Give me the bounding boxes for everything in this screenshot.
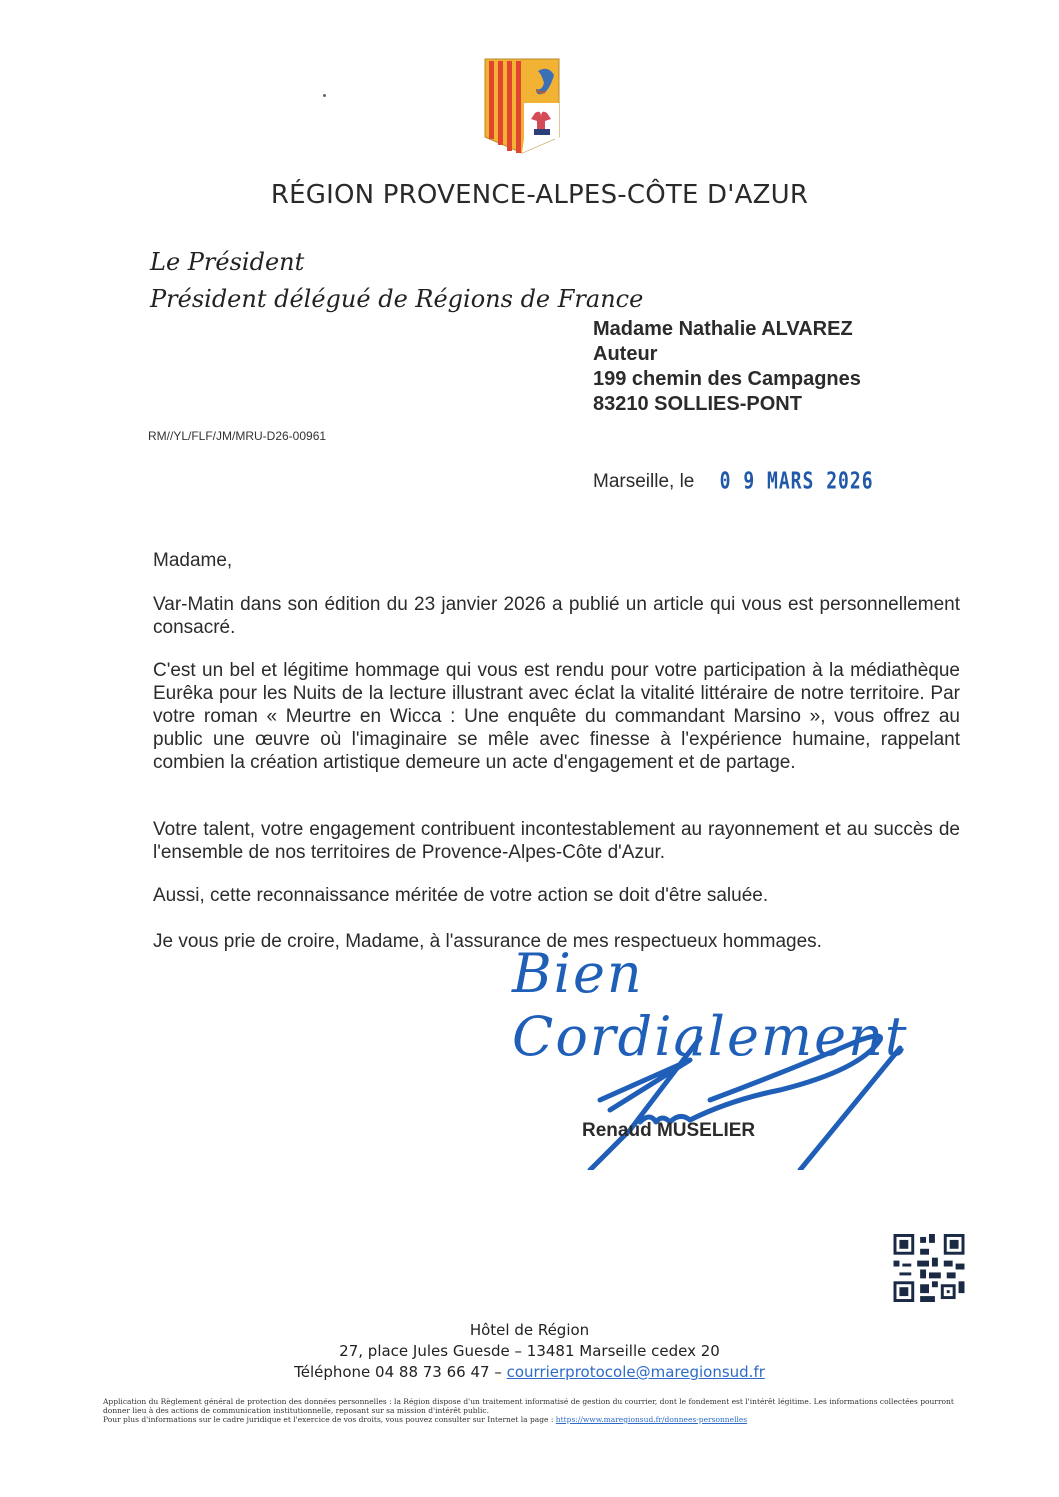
gdpr-notice-text: Application du Règlement général de protection des données personnelles : la Région dispose d'un traitement informatisé de gestion du courrier, dont le fondement est l'intérêt légitime. Les informations collectées pourront donner lieu à des actions de communication institutionnelle, reposant sur sa mission d'intérêt public. xyxy=(103,1397,954,1415)
gdpr-more-info-text: Pour plus d'informations sur le cadre juridique et l'exercice de vos droits, vous pouvez consulter sur Internet la page : xyxy=(103,1415,556,1424)
president-delegate-title: Président délégué de Régions de France xyxy=(150,285,644,313)
recipient-street: 199 chemin des Campagnes xyxy=(593,368,861,390)
footer-email-link[interactable]: courrierprotocole@maregionsud.fr xyxy=(506,1363,765,1381)
scan-speck xyxy=(323,94,326,97)
gdpr-link[interactable]: https://www.maregionsud.fr/donnees-personnelles xyxy=(555,1415,748,1424)
recipient-name: Madame Nathalie ALVAREZ xyxy=(593,318,853,340)
region-title: RÉGION PROVENCE-ALPES-CÔTE D'AZUR xyxy=(270,180,809,210)
qr-code-icon[interactable] xyxy=(893,1234,965,1302)
recipient-address xyxy=(593,317,861,417)
gdpr-notice-more-info xyxy=(103,1415,983,1424)
reference-number: RM//YL/FLF/JM/MRU-D26-00961 xyxy=(148,429,327,443)
footer-contact xyxy=(0,1362,1059,1383)
region-coat-of-arms-icon xyxy=(483,57,561,155)
president-title: Le Président xyxy=(150,248,305,276)
recipient-title: Auteur xyxy=(593,343,658,365)
paragraph-2: C'est un bel et légitime hommage qui vous est rendu pour votre participation à la médiathèque Eurêka pour les Nuits de la lecture illustrant avec éclat la vitalité littéraire de notre territoire. Par votre roman « Meurtre en Wicca : Une enquête du commandant Marsino », vous offrez au public une œuvre où l'imaginaire se mêle avec finesse à l'expérience humaine, rappelant combien la création artistique demeure un acte d'engagement et de partage. xyxy=(153,660,960,773)
footer-street: 27, place Jules Guesde – 13481 Marseille cedex 20 xyxy=(339,1342,720,1360)
paragraph-1: Var-Matin dans son édition du 23 janvier 2026 a publié un article qui vous est personnellement consacré. xyxy=(153,594,960,638)
date-stamp: 0 9 MARS 2026 xyxy=(719,467,874,496)
gdpr-notice xyxy=(103,1397,983,1424)
footer-address xyxy=(0,1320,1059,1383)
signature-icon xyxy=(570,1020,910,1170)
footer-building: Hôtel de Région xyxy=(469,1321,590,1339)
date-prefix: Marseille, le xyxy=(593,471,695,492)
signer-name: Renaud MUSELIER xyxy=(582,1120,756,1141)
footer-phone: Téléphone 04 88 73 66 47 – xyxy=(294,1363,507,1381)
paragraph-4: Aussi, cette reconnaissance méritée de votre action se doit d'être saluée. xyxy=(153,885,769,906)
closing-formula: Je vous prie de croire, Madame, à l'assurance de mes respectueux hommages. xyxy=(153,931,822,952)
recipient-city: 83210 SOLLIES-PONT xyxy=(593,393,802,415)
salutation: Madame, xyxy=(153,550,233,571)
paragraph-3: Votre talent, votre engagement contribuent incontestablement au rayonnement et au succès de l'ensemble de nos territoires de Provence-Alpes-Côte d'Azur. xyxy=(153,819,960,863)
date-line xyxy=(593,467,874,496)
handwritten-closing: Bien Cordialement xyxy=(512,942,909,1068)
